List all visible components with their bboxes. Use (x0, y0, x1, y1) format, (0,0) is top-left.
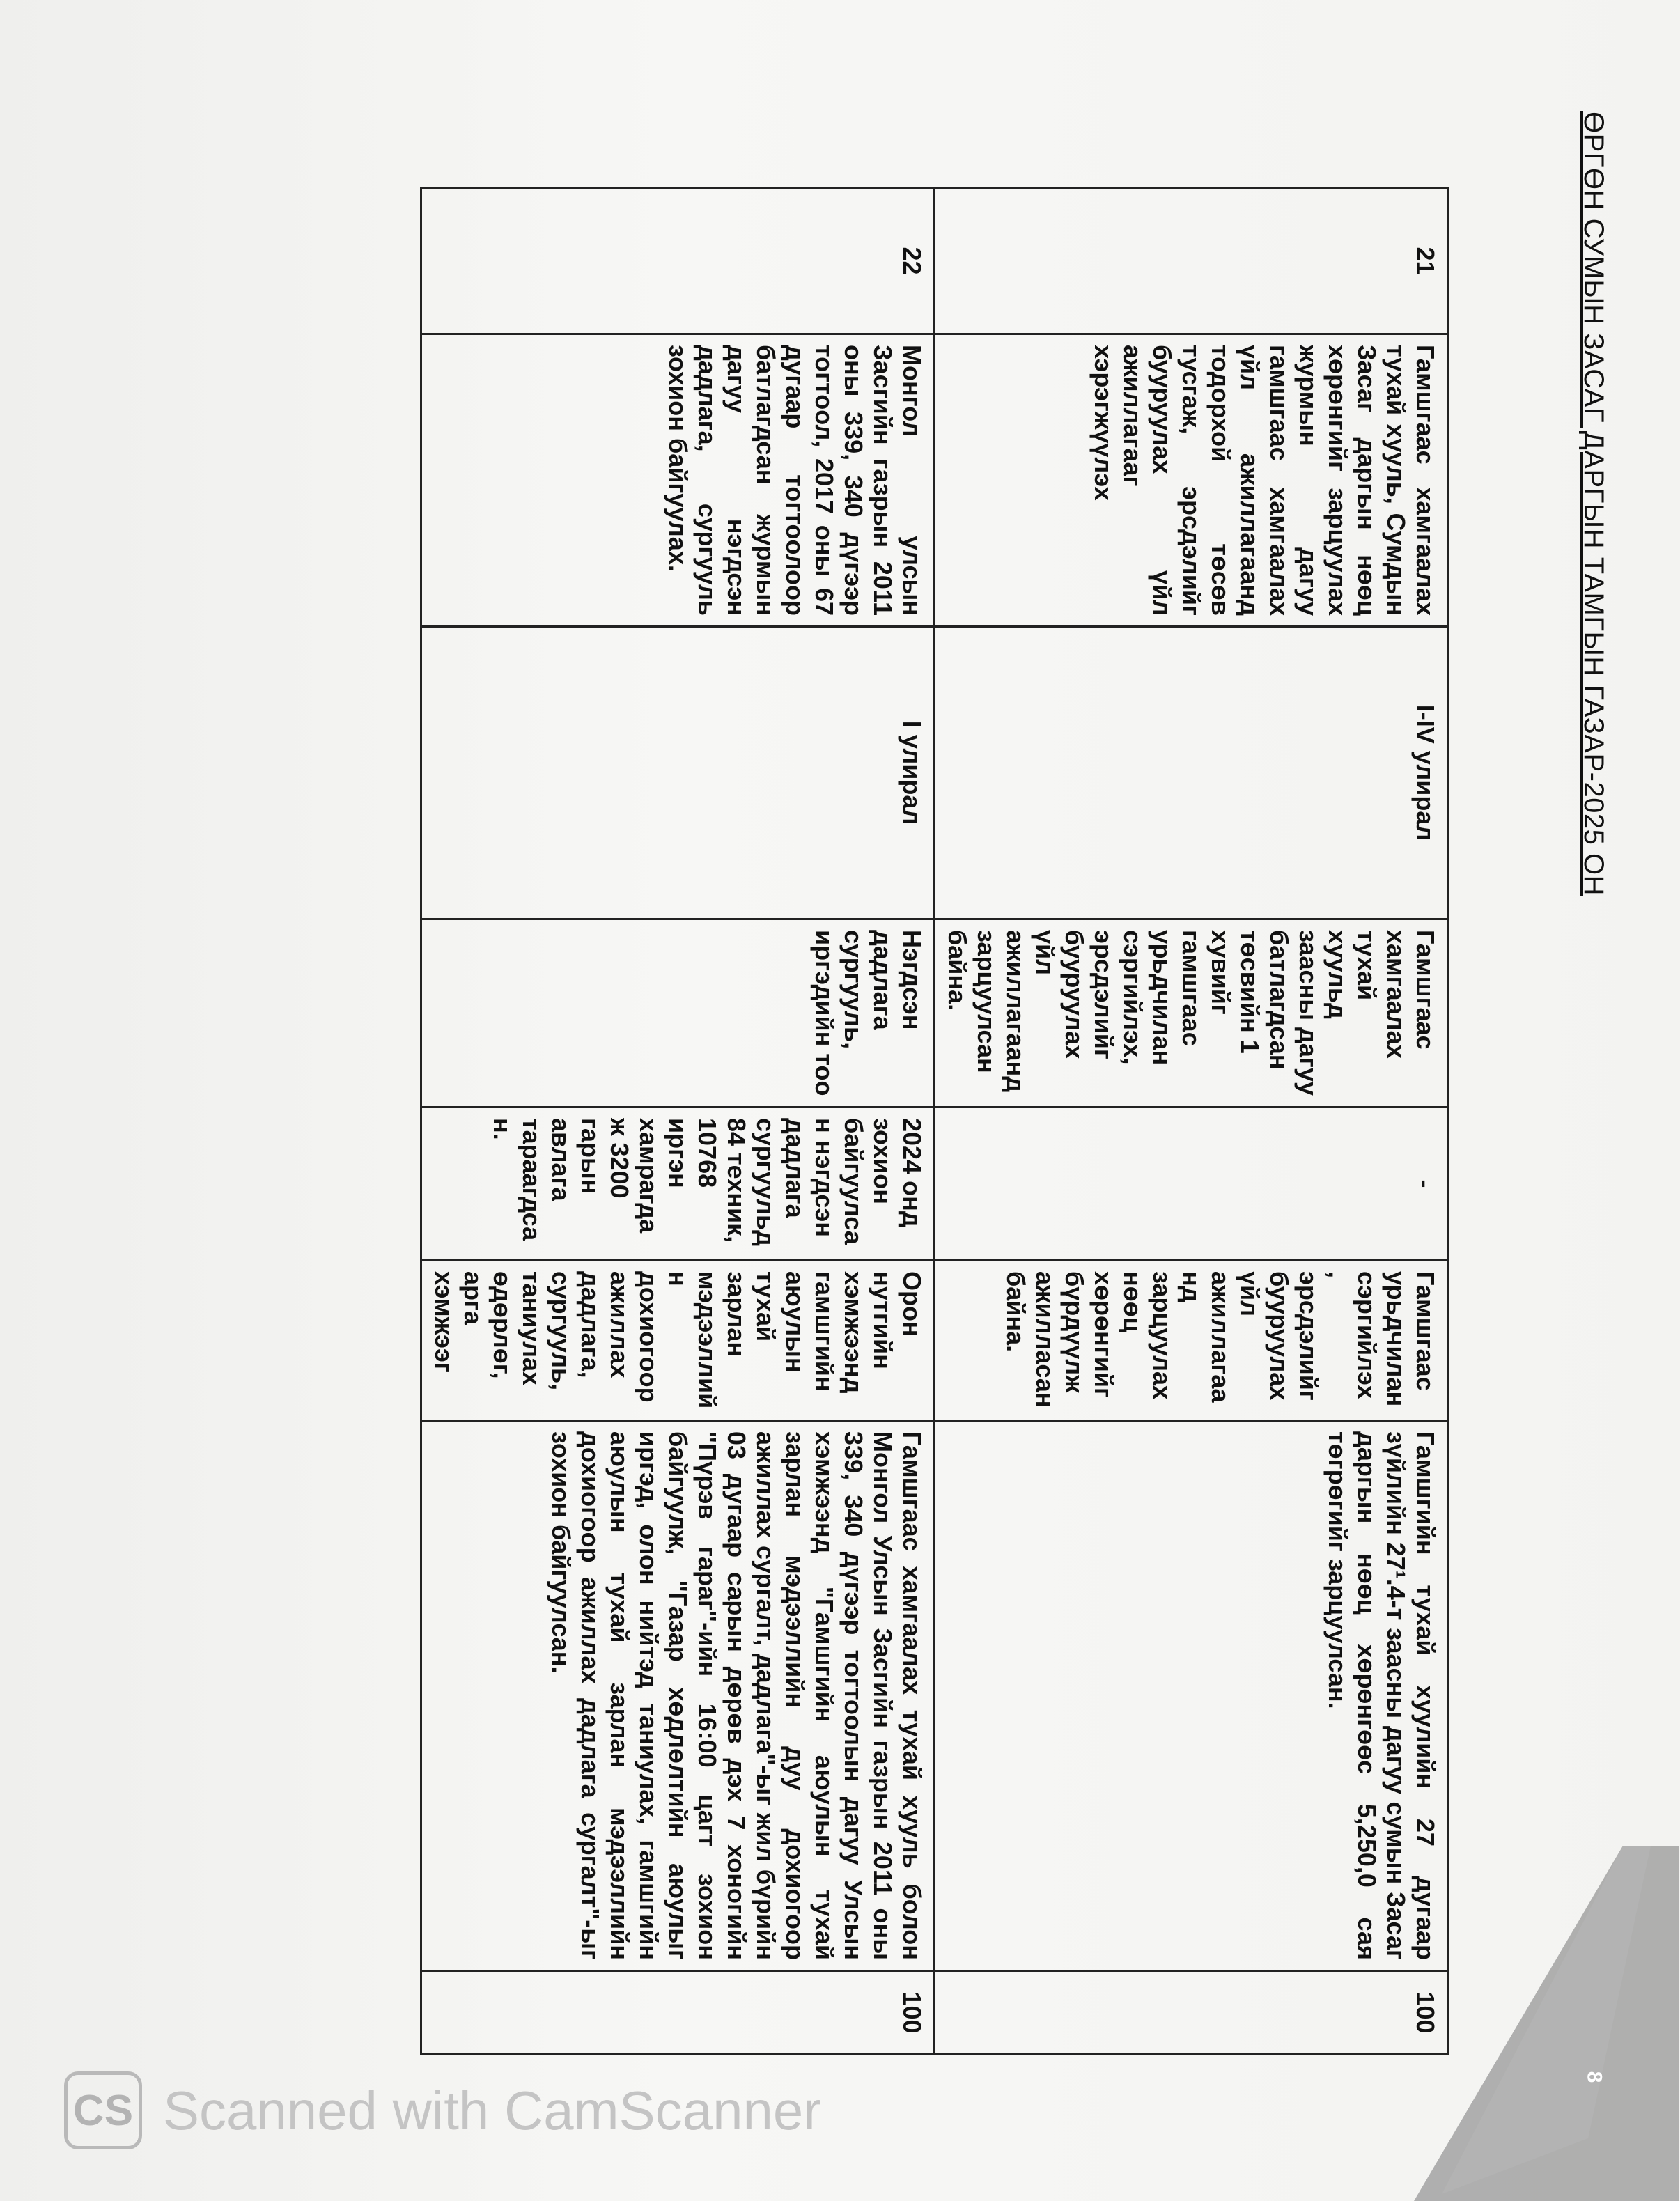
camscanner-watermark (64, 2062, 970, 2159)
result-cell: Гамшгийн тухай хуулийн 27 дугаар зүйлийн 27¹.4-т заасны дагуу сумын Засаг даргын нөөц хөрөнгөөс 5,250,0 сая төгрөгийг зарцуулсан. (935, 1421, 1448, 1971)
page-header: ӨРГӨН СУМЫН ЗАСАГ ДАРГЫН ТАМГЫН ГАЗАР-2025 ОН (1578, 111, 1609, 896)
result-cell: Гамшгаас хамгаалах тухай хууль болон Монгол Улсын Засгийн газрын 2011 оны 339, 340 дүгээр тогтоолын дагуу Улсын хэмжээнд "Гамшгийн аюулын тухай зарлан мэдээллийн дуу дохиогоор ажиллах сургалт, дадлага"-ыг жил бүрийн 03 дугаар сарын дөрөв дэх 7 хоногийн "Пүрэв гараг"-ийн 16:00 цагт зохион байгуулж, "Газар хөдлөлтийн аюулыг иргэд, олон нийтэд таниулах, гамшгийн аюулын тухай зарлан мэдээллийн дохиогоор ажиллах дадлага сургалт"-ыг зохион байгуулсан. (421, 1421, 935, 1971)
task-cell: Монгол улсын Засгийн газрын 2011 оны 339, 340 дүгээр тогтоол, 2017 оны 67 дугаар тогтоолоор батлагдсан журмын дагуу нэгдсэн дадлага, сургууль зохион байгуулах. (421, 334, 935, 627)
period-cell: I-IV улирал (935, 627, 1448, 919)
table-row (935, 188, 1448, 2055)
indicator-cell: Гамшгаас хамгаалах тухай хуульд заасны дагуу батлагдсан төсвийн 1 хувийг гамшгаас урьдчилан сэргийлэх, эрсдэлийг бууруулах үйл ажиллагаанд зарцуулсан байна. (935, 919, 1448, 1107)
page-number: 8 (1582, 2071, 1606, 2083)
camscanner-logo-icon: CS (64, 2071, 142, 2149)
watermark-text: Scanned with CamScanner (163, 2079, 822, 2141)
score-cell: 100 (935, 1971, 1448, 2055)
period-cell: I улирал (421, 627, 935, 919)
target-cell: Гамшгаас урьдчилан сэргийлэх , эрсдэлийг бууруулах үйл ажиллагаанд зарцуулах нөөц хөрөнгийг бүрдүүлж ажилласан байна. (935, 1261, 1448, 1421)
table-row (421, 188, 935, 2055)
baseline-cell: - (935, 1107, 1448, 1261)
plan-table (420, 187, 1449, 2055)
row-number: 22 (421, 188, 935, 334)
row-number: 21 (935, 188, 1448, 334)
task-cell: Гамшгаас хамгаалах тухай хууль, Сумдын Засаг даргын нөөц хөрөнгийг зарцуулах журмын дагуу гамшгаас хамгаалах үйл ажиллагаанд тодорхой төсөв тусгаж, эрсдэлийг бууруулах үйл ажиллагааг хэрэгжүүлэх (935, 334, 1448, 627)
indicator-cell: Нэгдсэн дадлага сургууль, иргэдийн тоо (421, 919, 935, 1107)
rotated-content (167, 111, 1609, 2117)
baseline-cell: 2024 онд зохион байгуулсан нэгдсэн дадлага сургуульд 84 техник, 10768 иргэн хамрагдаж 3200 гарын авлага тараагдсан. (421, 1107, 935, 1261)
score-cell: 100 (421, 1971, 935, 2055)
target-cell: Орон нутгийн хэмжээнд гамшгийн аюулын тухай зарлан мэдээллийн дохиогоор ажиллах дадлага, сургууль, таниулах өдөрлөг, арга хэмжээг (421, 1261, 935, 1421)
